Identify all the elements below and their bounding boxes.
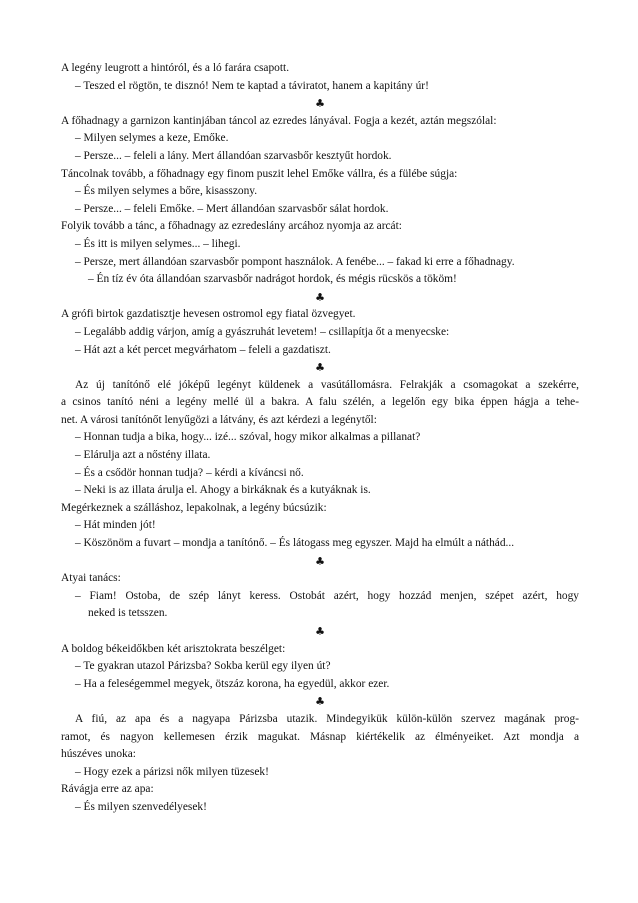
dialogue-line: – Fiam! Ostoba, de szép lányt keress. Ostobát azért, hogy hozzád menjen, szépet azért, hogy: [75, 589, 579, 602]
dialogue-line: – Milyen selymes a keze, Emőke.: [75, 132, 229, 145]
narrative-line: A grófi birtok gazdatisztje hevesen ostromol egy fiatal özvegyet.: [61, 308, 356, 321]
dialogue-line: – Elárulja azt a nőstény illata.: [75, 449, 211, 462]
dialogue-line: – Persze, mert állandóan szarvasbőr pompont használok. A fenébe... – fakad ki erre a főhadnagy.: [75, 255, 515, 268]
section-separator-club-icon: ♣: [315, 97, 325, 111]
narrative-line: Atyai tanács:: [61, 572, 121, 585]
narrative-line: húszéves unoka:: [61, 748, 136, 761]
dialogue-line: – És milyen selymes a bőre, kisasszony.: [75, 185, 258, 198]
dialogue-line: – Neki is az illata árulja el. Ahogy a birkáknak és a kutyáknak is.: [75, 484, 371, 497]
dialogue-line: – Köszönöm a fuvart – mondja a tanítónő. – És látogass meg egyszer. Majd ha elmúlt a náthád...: [75, 537, 515, 550]
document-page: [61, 60, 579, 817]
dialogue-line: – Persze... – feleli Emőke. – Mert állandóan szarvasbőr sálat hordok.: [75, 202, 389, 215]
dialogue-line: – Te gyakran utazol Párizsba? Sokba kerül egy ilyen út?: [75, 660, 331, 673]
dialogue-line: – Én tíz év óta állandóan szarvasbőr nadrágot hordok, és mégis rücskös a tököm!: [88, 273, 457, 286]
dialogue-line: – Legalább addig várjon, amíg a gyászruhát levetem! – csillapítja őt a menyecske:: [75, 325, 450, 338]
narrative-line: A főhadnagy a garnizon kantinjában táncol az ezredes lányával. Fogja a kezét, aztán megszólal:: [61, 114, 497, 127]
narrative-line: neked is tetsszen.: [88, 607, 168, 620]
narrative-line: A fiú, az apa és a nagyapa Párizsba utazik. Mindegyikük külön-külön szervez magának prog-: [75, 712, 579, 725]
dialogue-line: – Teszed el rögtön, te disznó! Nem te kaptad a táviratot, hanem a kapitány úr!: [75, 79, 429, 92]
dialogue-line: – Ha a feleségemmel megyek, ötszáz korona, ha egyedül, akkor ezer.: [75, 677, 390, 690]
dialogue-line: – És a csődör honnan tudja? – kérdi a kíváncsi nő.: [75, 466, 304, 479]
dialogue-line: – És itt is milyen selymes... – lihegi.: [75, 237, 241, 250]
section-separator-club-icon: ♣: [315, 554, 325, 568]
narrative-line: net. A városi tanítónőt lenyűgözi a látvány, és azt kérdezi a legénytől:: [61, 413, 377, 426]
dialogue-line: – És milyen szenvedélyesek!: [75, 800, 207, 813]
narrative-line: Megérkeznek a szálláshoz, lepakolnak, a legény búcsúzik:: [61, 501, 327, 514]
section-separator-club-icon: ♣: [315, 625, 325, 638]
narrative-line: ramot, és nagyon kellemesen érzik magukat. Másnap kiértékelik az élményeiket. Azt mondja a: [61, 730, 579, 743]
dialogue-line: – Hát azt a két percet megvárhatom – feleli a gazdatiszt.: [75, 343, 331, 356]
section-separator-club-icon: ♣: [315, 290, 325, 304]
dialogue-line: – Honnan tudja a bika, hogy... izé... szóval, hogy mikor alkalmas a pillanat?: [75, 431, 421, 444]
narrative-line: Folyik tovább a tánc, a főhadnagy az ezredeslány arcához nyomja az arcát:: [61, 220, 402, 233]
narrative-line: A legény leugrott a hintóról, és a ló farára csapott.: [61, 62, 290, 74]
section-separator-club-icon: ♣: [315, 695, 325, 709]
dialogue-line: – Hogy ezek a párizsi nők milyen tüzesek!: [75, 765, 269, 778]
narrative-line: Az új tanítónő elé jóképű legényt küldenek a vasútállomásra. Felrakják a csomagokat a szekérre,: [75, 378, 579, 391]
dialogue-line: – Hát minden jót!: [75, 519, 156, 532]
dialogue-line: – Persze... – feleli a lány. Mert állandóan szarvasbőr kesztyűt hordok.: [75, 149, 392, 162]
narrative-line: Táncolnak tovább, a főhadnagy egy finom puszit lehel Emőke vállra, és a fülébe súgja:: [61, 167, 458, 180]
narrative-line: a csinos tanító néni a legény mellé ül a bakra. A falu szélén, a legelőn egy bika éppen hágja a tehe-: [61, 396, 579, 409]
section-separator-club-icon: ♣: [315, 361, 325, 375]
narrative-line: Rávágja erre az apa:: [61, 783, 154, 796]
narrative-line: A boldog békeidőkben két arisztokrata beszélget:: [61, 642, 286, 655]
